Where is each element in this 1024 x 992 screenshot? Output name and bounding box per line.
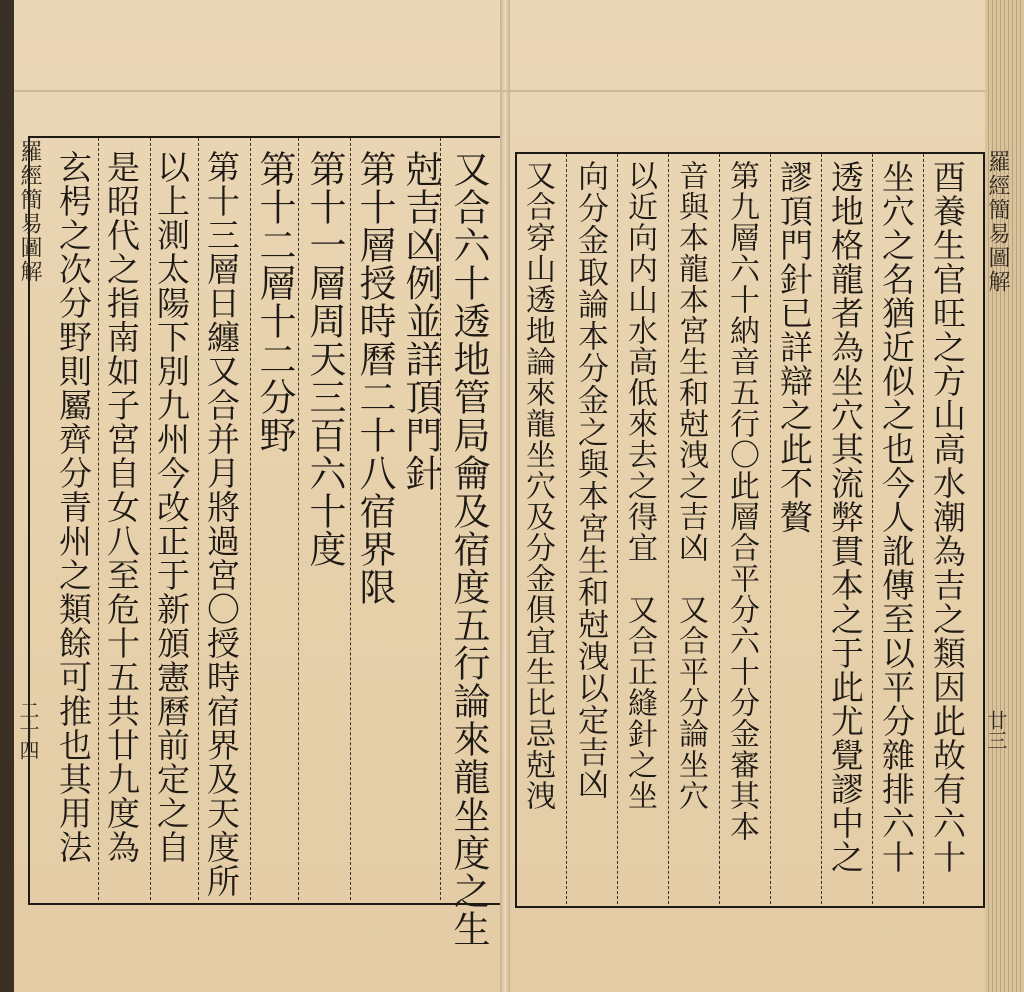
left-column-8: 是昭代之指南如子宮自女八至危十五共廿九度為 [102, 150, 141, 864]
right-column-8: 向分金取論本分金之與本宮生和尅洩以定吉凶 [572, 160, 608, 800]
column-rule [350, 138, 351, 900]
column-rule [617, 154, 618, 904]
column-rule [150, 138, 151, 900]
left-column-7: 以上測太陽下別九州今改正于新頒憲曆前定之自 [152, 150, 191, 864]
column-rule [872, 154, 873, 904]
column-rule [566, 154, 567, 904]
column-rule [719, 154, 720, 904]
right-column-6: 音與本龍本宮生和尅洩之吉凶 又合平分論坐穴 [673, 160, 708, 811]
book-spine [0, 0, 14, 992]
page-edges [985, 0, 1024, 992]
right-side-title: 羅經簡易圖解 [985, 150, 1010, 294]
column-rule [821, 154, 822, 904]
column-rule [298, 138, 299, 900]
left-column-1: 又合六十透地管局龠及宿度五行論來龍坐度之生 [447, 150, 490, 948]
column-rule [198, 138, 199, 900]
right-column-1: 酉養生官旺之方山高水潮為吉之類因此故有六十 [928, 160, 967, 874]
right-column-3: 透地格龍者為坐穴其流弊貫本之于此尤覺謬中之 [826, 160, 865, 874]
paper-fold-line [14, 90, 985, 92]
right-column-9: 又合穿山透地論來龍坐穴及分金俱宜生比忌尅洩 [520, 160, 555, 811]
left-column-5: 第十二層十二分野 [253, 150, 296, 454]
right-page-number: 廿三 [984, 710, 1008, 750]
left-side-title: 羅經簡易圖解 [17, 140, 42, 284]
left-page-number: 二十四 [16, 700, 40, 760]
column-rule [98, 138, 99, 900]
column-rule [923, 154, 924, 904]
right-column-4: 謬頂門針已詳辯之此不贅 [775, 160, 814, 534]
left-column-2: 尅吉凶例並詳頂門針 [399, 150, 442, 492]
right-column-7: 以近向内山水高低來去之得宜 又合正縫針之坐 [622, 160, 657, 811]
gutter [500, 0, 510, 992]
left-column-9: 玄枵之次分野則屬齊分青州之類餘可推也其用法 [54, 150, 93, 864]
right-column-5: 第九層六十納音五行〇此層合平分六十分金審其本 [724, 160, 759, 842]
column-rule [770, 154, 771, 904]
right-column-2: 坐穴之名猶近似之也今人訛傳至以平分雜排六十 [877, 160, 916, 874]
left-column-3: 第十層授時曆二十八宿界限 [353, 150, 396, 606]
column-rule [668, 154, 669, 904]
left-column-6: 第十三層日纏又合并月將過宮〇授時宿界及天度所 [202, 150, 241, 898]
column-rule [250, 138, 251, 900]
left-column-4: 第十一層周天三百六十度 [303, 150, 346, 568]
